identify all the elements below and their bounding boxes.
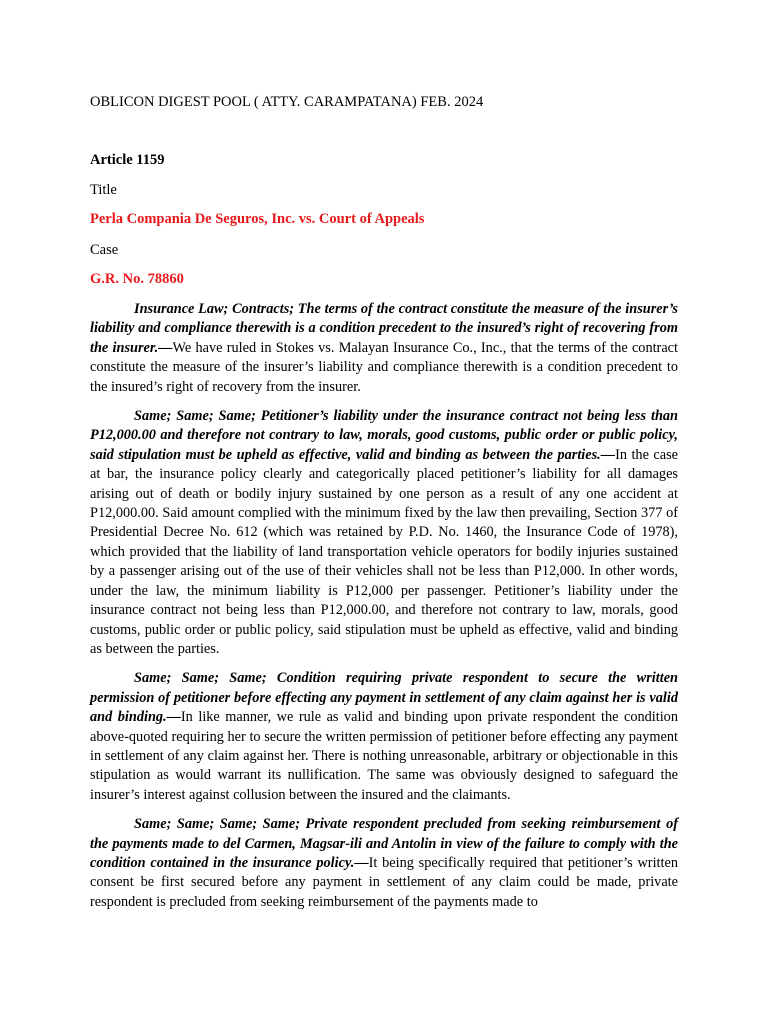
case-label: Case (90, 242, 119, 258)
digest-paragraph (90, 407, 678, 659)
gr-number: G.R. No. 78860 (90, 271, 184, 287)
case-title: Perla Compania De Seguros, Inc. vs. Court of Appeals (90, 211, 425, 227)
digest-paragraph (90, 815, 678, 912)
paragraph-text: In the case at bar, the insurance policy clearly and categorically placed petitioner’s liability for all damages arising out of death or bodily injury sustained by one person as a result of any one accident at P12,000.00. Said amount complied with the minimum fixed by the law then prevailing, Section 377 of Presidential Decree No. 612 (which was retained by P.D. No. 1460, the Insurance Code of 1978), which provided that the liability of land transportation vehicle operators for bodily injuries sustained by a passenger arising out of the use of their vehicles shall not be less than P12,000. In other words, under the law, the minimum liability is P12,000 per passenger. Petitioner’s liability under the insurance contract not being less than P12,000.00, and therefore not contrary to law, morals, good customs, public order or public policy, said stipulation must be upheld as effective, valid and binding as between the parties. (90, 446, 679, 657)
document-header: OBLICON DIGEST POOL ( ATTY. CARAMPATANA) FEB. 2024 (90, 94, 484, 110)
syllabus-heading: Same; Same; Same; Condition requiring private respondent to secure the written permission of petitioner before effecting any payment in settlement of any claim against her is valid and binding.— (90, 670, 678, 726)
digest-body (90, 300, 678, 922)
syllabus-heading: Insurance Law; Contracts; The terms of the contract constitute the measure of the insurer’s liability and compliance therewith is a condition precedent to the insured’s right of recovering from the insurer.— (90, 301, 678, 356)
article-number: Article 1159 (90, 152, 165, 168)
syllabus-heading: Same; Same; Same; Petitioner’s liability under the insurance contract not being less than P12,000.00 and therefore not contrary to law, morals, good customs, public order or public policy, said stipulation must be upheld as effective, valid and binding as between the parties.— (90, 408, 678, 463)
digest-paragraph (90, 669, 678, 805)
syllabus-heading: Same; Same; Same; Same; Private respondent precluded from seeking reimbursement of the payments made to del Carmen, Magsar-ili and Antolin in view of the failure to comply with the condition contained in the insurance policy.— (90, 816, 678, 871)
digest-paragraph (90, 300, 678, 397)
paragraph-text: We have ruled in Stokes vs. Malayan Insurance Co., Inc., that the terms of the contract constitute the measure of the insurer’s liability and compliance therewith is a condition precedent to the insured’s right of recovery from the insurer. (90, 339, 678, 395)
title-label: Title (90, 182, 117, 198)
paragraph-text: It being specifically required that petitioner’s written consent be first secured before any payment in settlement of any claim could be made, private respondent is precluded from seeking reimbursement of the payments made to (90, 854, 678, 910)
paragraph-text: In like manner, we rule as valid and binding upon private respondent the condition above-quoted requiring her to secure the written permission of petitioner before effecting any payment in settlement of any claim against her. There is nothing unreasonable, arbitrary or objectionable in this stipulation as would warrant its nullification. The same was obviously designed to safeguard the insurer’s interest against collusion between the insured and the claimants. (90, 709, 678, 803)
